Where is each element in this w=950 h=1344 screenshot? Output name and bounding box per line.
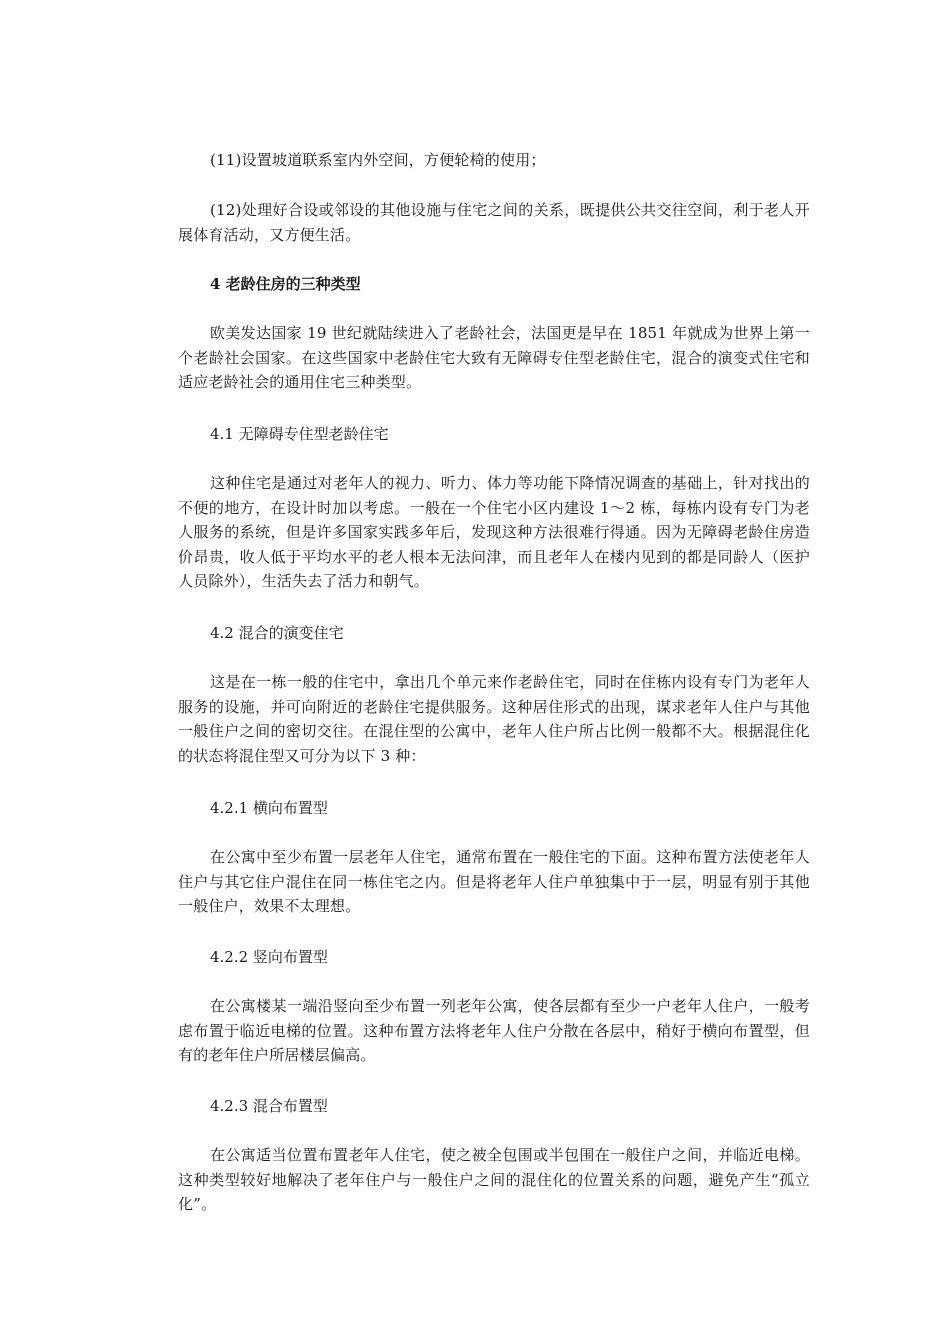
section-heading-4: 4 老龄住房的三种类型: [210, 275, 361, 293]
paragraph-mixed-housing: 这是在一栋一般的住宅中，拿出几个单元来作老龄住宅，同时在住栋内设有专门为老年人服务的设施，并可向附近的老龄住宅提供服务。这种居住形式的出现，谋求老年人住户与其他一般住户之间的密切交往。在混住型的公寓中，老年人住户所占比例一般都不大。根据混住化的状态将混住型又可分为以下 3 种：: [178, 673, 810, 765]
paragraph-horizontal-layout: 在公寓中至少布置一层老年人住宅，通常布置在一般住宅的下面。这种布置方法使老年人住户与其它住户混住在同一栋住宅之内。但是将老年人住户单独集中于一层，明显有别于其他一般住户，效果不太理想。: [178, 848, 810, 915]
paragraph-vertical-layout: 在公寓楼某一端沿竖向至少布置一列老年公寓，使各层都有至少一户老年人住户，一般考虑布置于临近电梯的位置。这种布置方法将老年人住户分散在各层中，稍好于横向布置型，但有的老年住户所居楼层偏高。: [178, 997, 810, 1064]
paragraph-12-facilities: (12)处理好合设或邻设的其他设施与住宅之间的关系，既提供公共交往空间，利于老人开展体育活动，又方便生活。: [178, 201, 810, 244]
section-heading-4-2-3: 4.2.3 混合布置型: [210, 1097, 328, 1115]
section-heading-4-2-1: 4.2.1 横向布置型: [210, 799, 328, 817]
section-heading-4-2-2: 4.2.2 竖向布置型: [210, 948, 328, 966]
paragraph-11-ramp: (11)设置坡道联系室内外空间，方便轮椅的使用；: [210, 151, 546, 169]
section-heading-4-2: 4.2 混合的演变住宅: [210, 624, 344, 642]
paragraph-barrier-free-housing: 这种住宅是通过对老年人的视力、听力、体力等功能下降情况调查的基础上，针对找出的不便的地方，在设计时加以考虑。一般在一个住宅小区内建设 1～2 栋，每栋内设有专门为老人服务的系统，但是许多国家实践多年后，发现这种方法很难行得通。因为无障碍老龄住房造价昂贵，收人低于平均水平的老人根本无法问津，而且老年人在楼内见到的都是同龄人（医护人员除外），生活失去了活力和朝气。: [178, 474, 810, 590]
section-heading-4-1: 4.1 无障碍专住型老龄住宅: [210, 425, 389, 443]
paragraph-intro-aging-society: 欧美发达国家 19 世纪就陆续进入了老龄社会，法国更是早在 1851 年就成为世界上第一个老龄社会国家。在这些国家中老龄住宅大致有无障碍专住型老龄住宅，混合的演变式住宅和适应老龄社会的通用住宅三种类型。: [178, 324, 810, 391]
paragraph-mixed-layout: 在公寓适当位置布置老年人住宅，使之被全包围或半包围在一般住户之间，并临近电梯。这种类型较好地解决了老年住户与一般住户之间的混住化的位置关系的问题，避免产生“孤立化”。: [178, 1146, 810, 1213]
